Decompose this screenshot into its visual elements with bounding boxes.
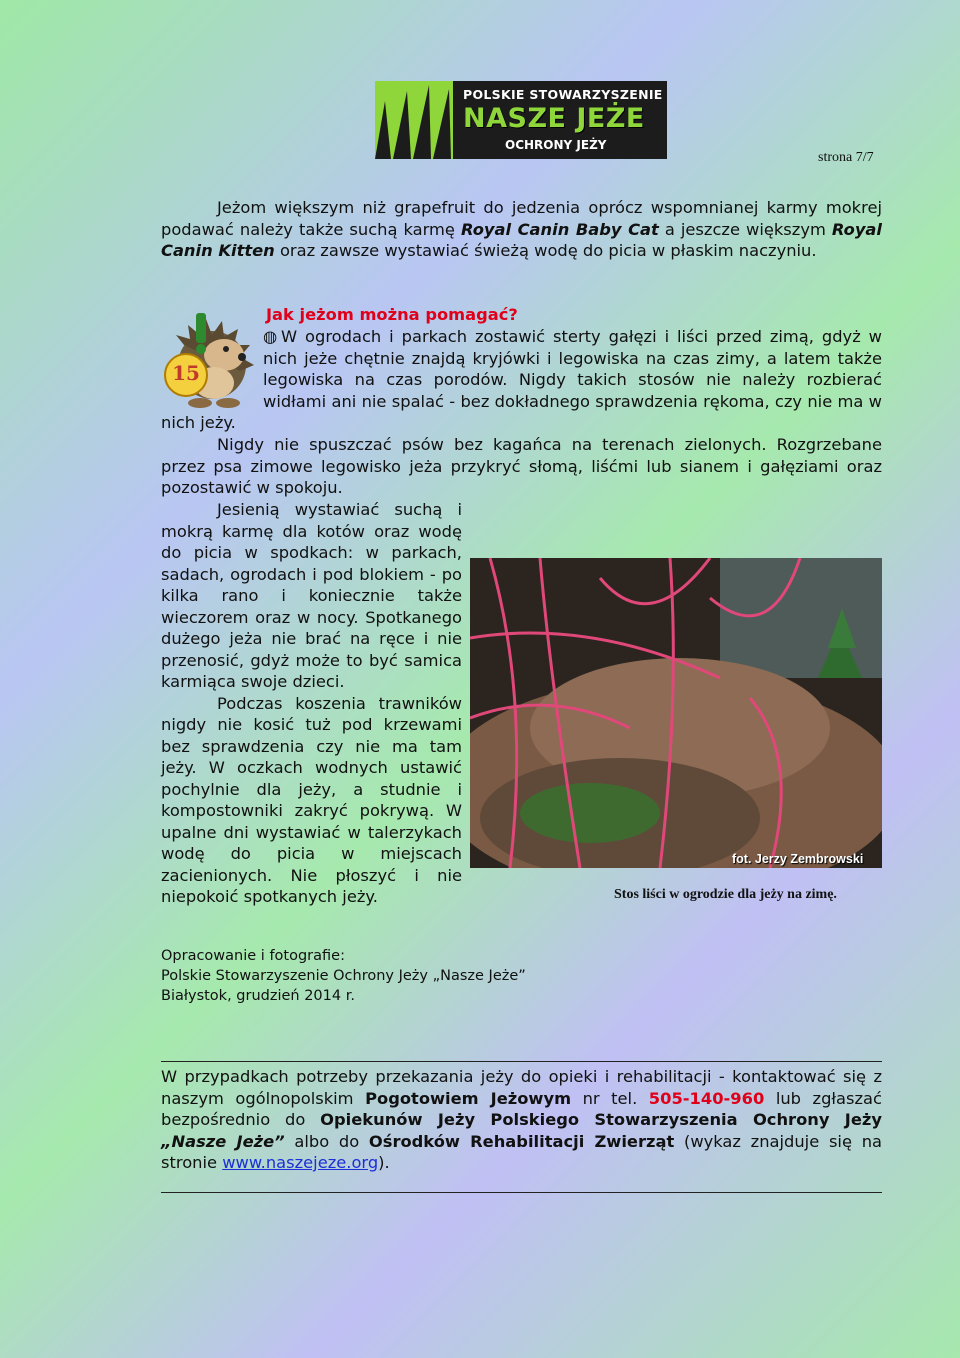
rehab-centers-name: Ośrodków Rehabilitacji Zwierząt bbox=[368, 1131, 675, 1151]
intro-text-1: Jeżom większym niż grapefruit do jedzenia oprócz wspomnianej karmy mokrej podawać należy także suchą karmę bbox=[161, 198, 882, 239]
contact-text-1: W przypadkach potrzeby przekazania jeży do opieki i rehabilitacji - kontaktować się z naszym ogólnopolskim bbox=[161, 1067, 882, 1108]
bullet-icon: ◍ bbox=[263, 327, 278, 346]
organization-logo bbox=[375, 81, 667, 159]
contact-text-6: ). bbox=[378, 1153, 390, 1172]
credits-line-2: Polskie Stowarzyszenie Ochrony Jeży „Nasze Jeże” bbox=[161, 968, 526, 984]
paragraph-3: Jesienią wystawiać suchą i mokrą karmę dla kotów oraz wodę do picia w spodkach: w parkach, sadach, ogrodach i pod blokiem - po kilka rano i koniecznie także wieczorem oraz w nocy. Spotkanego dużego jeża nie brać na ręce i nie przenosić, gdyż może to być samica karmiąca swoje dzieci. bbox=[161, 500, 462, 691]
credits-line-1: Opracowanie i fotografie: bbox=[161, 948, 345, 964]
logo-line3: OCHRONY JEŻY bbox=[505, 138, 607, 152]
logo-line2: NASZE JEŻE bbox=[463, 103, 645, 134]
logo-line1: POLSKIE STOWARZYSZENIE bbox=[463, 87, 663, 102]
paragraph-2: Nigdy nie spuszczać psów bez kagańca na terenach zielonych. Rozgrzebane przez psa zimowe legowisko jeża przykryć słomą, liśćmi lub sianem i gałęziami oraz pozostawić w spokoju. bbox=[161, 435, 882, 497]
separator-bottom bbox=[161, 1192, 882, 1193]
page-number: strona 7/7 bbox=[818, 150, 874, 165]
paragraph-1 bbox=[161, 326, 882, 434]
intro-text-3: oraz zawsze wystawiać świeżą wodę do picia w płaskim naczyniu. bbox=[274, 241, 817, 260]
contact-text-5: (wykaz znajduje się na stronie bbox=[161, 1131, 882, 1172]
photo-caption: Stos liści w ogrodzie dla jeży na zimę. bbox=[614, 887, 837, 902]
brand-royal-canin-kitten: Royal Canin Kitten bbox=[161, 219, 882, 260]
photo-credit: fot. Jerzy Zembrowski bbox=[732, 852, 864, 866]
association-name: „Nasze Jeże” bbox=[161, 1131, 285, 1151]
credits-line-3: Białystok, grudzień 2014 r. bbox=[161, 988, 355, 1004]
logo-grass-mark bbox=[375, 81, 453, 159]
contact-text-4: albo do bbox=[284, 1131, 369, 1151]
intro-text-2: a jeszcze większym bbox=[658, 219, 832, 239]
intro-paragraph bbox=[161, 197, 882, 262]
paragraph-1-text: W ogrodach i parkach zostawić sterty gałęzi i liści przed zimą, gdyż w nich jeże chętnie znajdą kryjówki i legowiska na czas zimy, a latem także legowiska na czas porodów. Nigdy takich stosów nie należy rozbierać widłami ani nie spalać - bez dokładnego sprawdzenia rękoma, czy nie ma w nich jeży. bbox=[161, 327, 882, 432]
website-link[interactable]: www.naszejeze.org bbox=[222, 1153, 379, 1172]
emergency-service-name: Pogotowiem Jeżowym bbox=[365, 1088, 572, 1108]
contact-text-3: lub zgłaszać bezpośrednio do bbox=[161, 1088, 882, 1129]
contact-text-2: nr tel. bbox=[571, 1088, 649, 1108]
brand-royal-canin-baby-cat: Royal Canin Baby Cat bbox=[460, 219, 659, 239]
leaf-pile-photo bbox=[470, 558, 882, 868]
contact-paragraph bbox=[161, 1066, 882, 1174]
section-heading: Jak jeżom można pomagać? bbox=[266, 305, 518, 324]
separator-top bbox=[161, 1061, 882, 1062]
float-spacer bbox=[161, 326, 263, 412]
phone-number: 505-140-960 bbox=[648, 1088, 765, 1108]
caretakers-name: Opiekunów Jeży Polskiego Stowarzyszenia Ochrony Jeży bbox=[320, 1110, 882, 1129]
badge-number: 15 bbox=[172, 361, 200, 385]
paragraph-4: Podczas koszenia trawników nigdy nie kosić tuż pod krzewami bez sprawdzenia czy nie ma tam jeży. W oczkach wodnych ustawić pochylnie dla jeży, a studnie i kompostowniki zakryć pokrywą. W upalne dni wystawiać w talerzykach wodę do picia w miejscach zacienionych. Nie płoszyć i nie niepokoić spotkanych jeży. bbox=[161, 693, 462, 906]
